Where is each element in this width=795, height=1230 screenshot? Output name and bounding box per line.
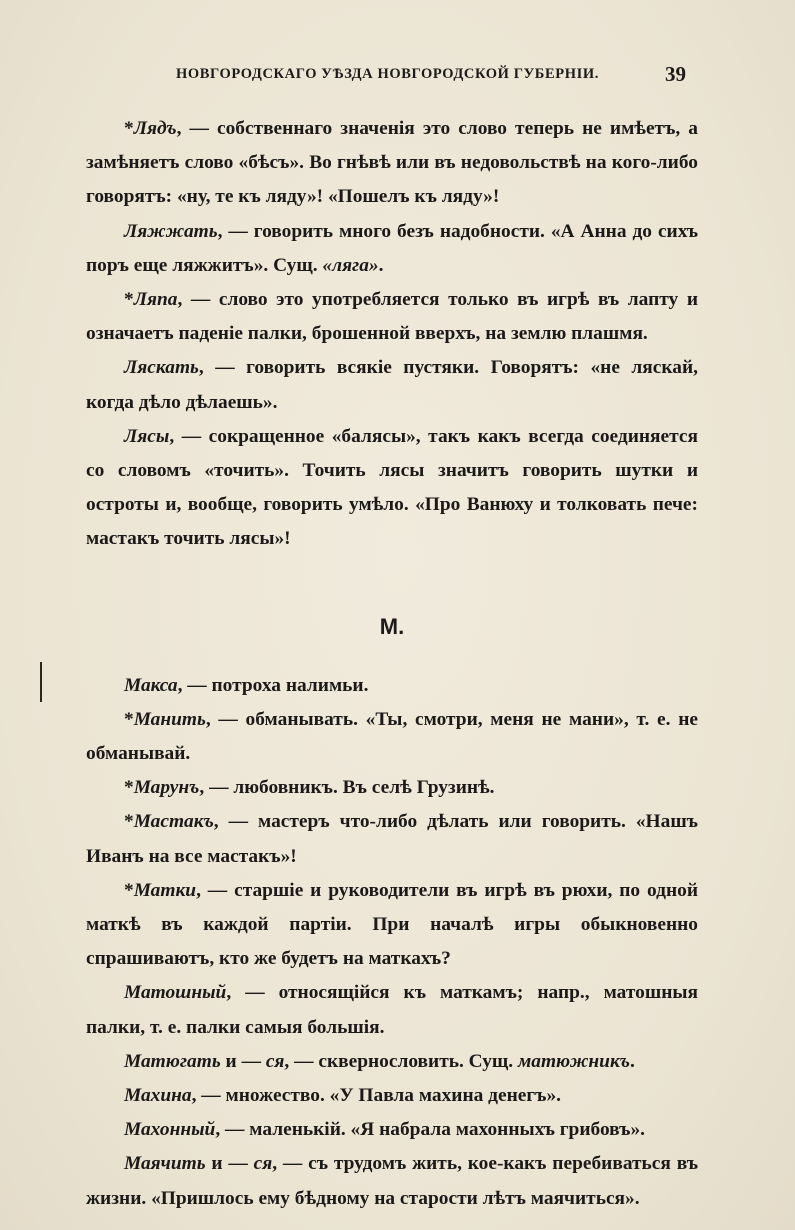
running-head: НОВГОРОДСКАГО УѢЗДА НОВГОРОДСКОЙ ГУБЕРНІИ. xyxy=(176,66,599,82)
entry-headword: Марунъ xyxy=(133,777,200,799)
dictionary-entry xyxy=(86,976,698,1044)
dictionary-entry xyxy=(86,703,698,771)
entry-definition: , — относящійся къ маткамъ; напр., матошныя палки, т. е. палки самыя большія. xyxy=(86,982,698,1038)
entry-definition: , — съ трудомъ жить, кое-какъ перебиваться въ жизни. «Пришлось ему бѣдному на старости лѣтъ маячиться». xyxy=(86,1153,699,1209)
entry-headword: Махина xyxy=(124,1085,192,1107)
page-body xyxy=(86,112,698,1216)
dictionary-entry xyxy=(86,771,698,805)
entry-headword: Махонный xyxy=(124,1119,216,1141)
entry-star: * xyxy=(124,879,134,901)
entry-definition: , — множество. «У Павла махина денегъ». xyxy=(191,1085,562,1107)
entry-headword: Макса xyxy=(124,674,178,696)
entry-tail: . xyxy=(378,254,384,276)
entry-star: * xyxy=(124,118,134,139)
entry-definition: , — обманывать. «Ты, смотри, меня не мани», т. е. не обманывай. xyxy=(86,708,698,765)
dictionary-entry xyxy=(86,805,698,873)
entry-definition: , — сокращенное «балясы», такъ какъ всегда соединяется со словомъ «точить». Точить лясы значитъ говорить шутки и остроты и, вообще, говорить умѣло. «Про Ванюху и толковать пече: мастакъ точить лясы»! xyxy=(86,425,698,550)
entry-headword: Ляжжать xyxy=(124,220,218,242)
dictionary-entry xyxy=(86,112,698,215)
entry-tail: . xyxy=(630,1050,635,1072)
margin-mark xyxy=(40,662,42,702)
entry-definition: и — xyxy=(220,1050,266,1072)
entry-star: * xyxy=(124,708,134,730)
entry-headword: Лясы xyxy=(124,425,170,447)
page-header xyxy=(120,62,690,90)
entry-definition: и — xyxy=(205,1153,254,1175)
section-letter: М. xyxy=(379,613,405,639)
entry-definition: , — мастеръ что-либо дѣлать или говорить. «Нашъ Иванъ на все мастакъ»! xyxy=(86,811,698,867)
page-number: 39 xyxy=(665,62,686,86)
entry-headword: Маячить xyxy=(124,1153,206,1175)
entry-derived-word: «ляга» xyxy=(322,254,379,276)
dictionary-entry xyxy=(86,1113,698,1147)
entry-definition: , — маленькій. «Я набрала махонныхъ грибовъ». xyxy=(215,1119,646,1141)
dictionary-entry xyxy=(86,420,698,557)
entry-definition: , — говорить много безъ надобности. «А Анна до сихъ поръ еще ляжжитъ». Сущ. xyxy=(86,220,698,276)
dictionary-entry xyxy=(86,215,698,283)
entry-headword: Лядъ xyxy=(133,118,177,139)
entry-headword: Матки xyxy=(133,879,197,901)
entry-headword-suffix: ся xyxy=(265,1050,285,1072)
entry-headword: Манить xyxy=(133,708,206,730)
dictionary-entry xyxy=(86,669,698,703)
entry-headword: Матюгать xyxy=(124,1050,221,1072)
entry-definition: , — говорить всякіе пустяки. Говорятъ: «не ляскай, когда дѣло дѣлаешь». xyxy=(86,357,698,413)
dictionary-entry xyxy=(86,1079,698,1113)
dictionary-entry xyxy=(86,874,698,977)
entry-star: * xyxy=(124,811,134,833)
entry-star: * xyxy=(124,289,134,311)
entry-headword: Ляскать xyxy=(124,357,199,379)
dictionary-entry xyxy=(86,1147,698,1215)
entry-definition: , — старшіе и руководители въ игрѣ въ рюхи, по одной маткѣ въ каждой партіи. При началѣ игры обыкновенно спрашиваютъ, кто же будетъ на маткахъ? xyxy=(86,879,698,970)
entry-headword: Мастакъ xyxy=(133,811,214,833)
entry-definition: , — сквернословить. Сущ. xyxy=(284,1050,514,1072)
dictionary-entry xyxy=(86,351,698,419)
entry-definition: , — потроха налимьи. xyxy=(177,674,369,696)
entry-headword: Ляпа xyxy=(133,289,178,311)
dictionary-entry xyxy=(86,283,698,351)
dictionary-entry xyxy=(86,1045,698,1079)
entry-definition: , — любовникъ. Въ селѣ Грузинѣ. xyxy=(199,777,495,799)
entry-headword: Матошный xyxy=(124,982,227,1004)
entry-headword-suffix: ся xyxy=(253,1153,273,1175)
entry-star: * xyxy=(124,777,134,799)
entry-derived-word: матюжникъ xyxy=(517,1050,631,1072)
entry-definition: , — слово это употребляется только въ игрѣ въ лапту и означаетъ паденіе палки, брошенной вверхъ, на землю плашмя. xyxy=(86,289,698,345)
entry-definition: , — собственнаго значенія это слово теперь не имѣетъ, а замѣняетъ слово «бѣсъ». Во гнѣвѣ или въ недовольствѣ на кого-либо говорятъ: «ну, те къ ляду»! «Пошелъ къ ляду»! xyxy=(86,118,698,208)
